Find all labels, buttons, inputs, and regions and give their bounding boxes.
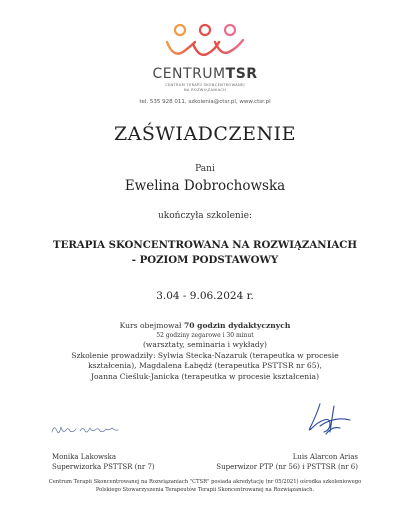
- certificate-title: ZAŚWIADCZENIE: [113, 123, 297, 145]
- contact-info: tel. 535 928 011, szkolenia@ctsr.pl, www.ctsr.pl: [139, 99, 271, 105]
- signatory-left: [52, 452, 155, 472]
- course-format: (warsztaty, seminaria i wykłady): [142, 340, 268, 349]
- footer-line2: Polskiego Stowarzyszenia Terapeutów Terapii Skoncentrowanej na Rozwiązaniach.: [95, 486, 315, 493]
- brand-subtitle: [0, 83, 410, 93]
- hours-prefix: Kurs obejmował: [119, 321, 182, 330]
- signatory-left-role: Superwizorka PSTTSR (nr 7): [52, 463, 155, 471]
- brand-name: [0, 66, 410, 82]
- signatory-left-name: Monika Lakowska: [52, 453, 117, 461]
- brand-subtitle-line1: CENTRUM TERAPII SKONCENTROWANEJ: [165, 83, 245, 87]
- course-details: [30, 320, 380, 382]
- course-title-line1: TERAPIA SKONCENTROWANA NA ROZWIĄZANIACH: [53, 239, 357, 251]
- course-dates: 3.04 - 9.06.2024 r.: [156, 290, 254, 302]
- brand-suffix: TSR: [225, 66, 258, 82]
- signature-left: [50, 418, 122, 440]
- signature-right: [300, 398, 358, 438]
- signatory-right: [216, 452, 358, 472]
- logo: [0, 22, 410, 62]
- completed-text: ukończyła szkolenie:: [158, 211, 252, 221]
- course-title: [40, 238, 370, 268]
- footer-line1: Centrum Terapii Skoncentrowanej na Rozwiązaniach "CTSR" posiada akredytację (nr 05/2021) ośrodka szkoleniowego: [48, 479, 362, 485]
- hours-line: [30, 320, 380, 331]
- signatory-right-role: Superwizor PTP (nr 56) i PSTTSR (nr 6): [216, 463, 358, 471]
- trainers-line2: kształcenia), Magdalena Łabędź (terapeutka PSTTSR nr 65),: [88, 361, 322, 370]
- hours-detail: 52 godziny zegarowe i 30 minut: [156, 332, 254, 339]
- accreditation-footer: [38, 479, 372, 494]
- hours-bold: 70 godzin dydaktycznych: [183, 321, 291, 330]
- trainers-line1: Szkolenie prowadziły: Sylwia Stecka-Nazaruk (terapeutka w procesie: [71, 350, 339, 360]
- salutation: Pani: [195, 164, 215, 174]
- signatory-right-name: Luis Alarcon Arias: [292, 453, 358, 461]
- trainers-line3: Joanna Cieśluk-Janicka (terapeutka w procesie kształcenia): [90, 371, 320, 381]
- recipient-name: Ewelina Dobrochowska: [124, 178, 286, 194]
- course-title-line2: - POZIOM PODSTAWOWY: [131, 254, 279, 266]
- three-people-icon: [163, 22, 247, 62]
- brand-prefix: CENTRUM: [152, 66, 226, 82]
- brand-subtitle-line2: NA ROZWIĄZANIACH: [183, 88, 227, 92]
